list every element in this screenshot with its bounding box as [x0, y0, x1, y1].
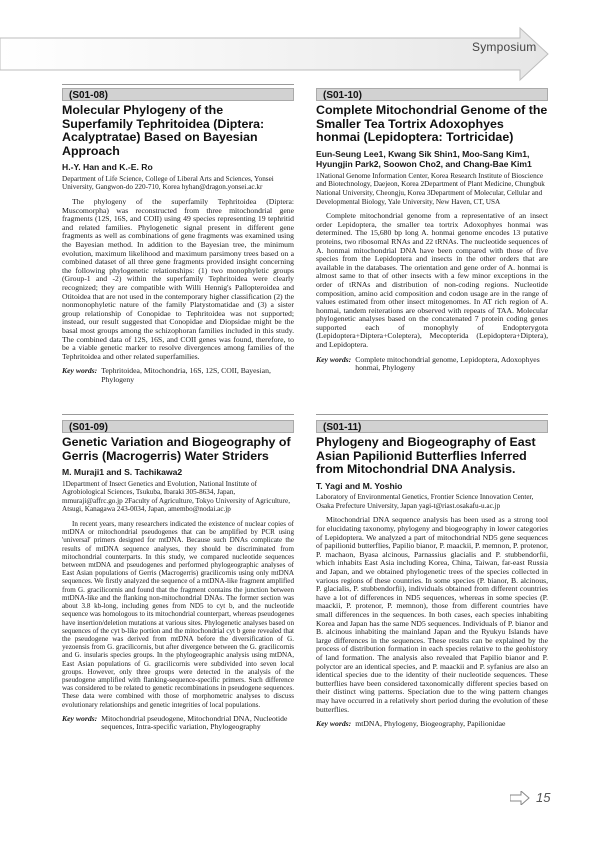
article-abstract: Mitochondrial DNA sequence analysis has been used as a strong tool for elucidating taxonomy, phylogeny and biogeography in lower categories of Lepidoptera. We analyzed a part of mitochondrial ND5 gene sequences of papilionid butterflies, Papilio bianor, P. maackii, P. memnon, P. protenor, P. machaon, Byasa alcinous, Parnassius glacialis and P. stubbendorfii, which inhabits East Asia including Korea, China, Taiwan, far-east Russia and Japan, and we obtained phylogenetic trees of the species collected in various regions of these countries. In some species (P. bianor, B. alcinous, P. glacialis, P. stubbendorfii), individuals obtained from different countries have a lot of differences in ND5 sequences, whereas in some species (P. maackii, P. protenor, P. memnon), those from different countries have small differences in the sequences. In both cases, each species inhabiting Korea and Japan has the same ND5 sequences. Individuals of P. bianor and B. alcinous inhabiting the mainland Japan and the Ryukyu Islands have large differences in the sequences. These results can be explained by the process of distribution formation in each species relative to the geohistory of land formation. The analysis also revealed that Papilio bianor and P. polyctor are an identical species, and P. maackii and P. syfanius are also an identical species due to the identity of their nucleotide sequences. These butterflies have been considered taxonomically different species based on their distinct wing patterns. Speciation due to the wing pattern changes may have occurred in a relatively short period during the evolution of these butterflies.: [316, 515, 548, 714]
article-abstract: Complete mitochondrial genome from a representative of an insect order Lepidoptera, the smaller tea tortrix Adoxophyes honmai was determined. The 15,680 bp long A. honmai genome encodes 13 putative proteins, two ribosomal RNAs and 22 tRNAs. The nucleotide sequences of A. honmai mitochondrial DNA have been compared with those of five species from the Lepidoptera and insects in the other orders that are available in the databases. The orientation and gene order of A. honmai is almost same to that of other insects with a few minor exceptions in the order of tRNAs and distribution of non-coding regions. Nucleotide composition, amino acid composition and codon usage are in the range of values estimated from other insect mitogenomes. In AT rich region of A. honmai, tandem reiterations are observed with repeats of TAA. Molecular phylogenetic analyses based on the concatenated 7 protein coding genes supported each of monophyly of Endopterygota (Lepidoptera+Diptera+Coleptera), Mecopterida (Lepidoptera+Diptera), and Lepidoptera.: [316, 211, 548, 350]
page-number-text: 15: [536, 790, 551, 805]
article-keywords: [62, 367, 294, 384]
article-authors: Eun-Seung Lee1, Kwang Sik Shin1, Moo-Sang Kim1, Hyungjin Park2, Soowon Cho2, and Chang-Bae Kim1: [316, 148, 532, 170]
article-affiliation: 1Department of Insect Genetics and Evolution, National Institute of Agrobiological Sciences, Tsukuba, Ibaraki 305-8634, Japan, mmuraji@affrc.go.jp 2Faculty of Agriculture, Tokyo University of Agriculture, Atsugi, Kanagawa 243-0034, Japan, amembo@nodai.ac.jp: [62, 479, 291, 514]
article-keywords: [316, 720, 548, 729]
article-id: (S01-08): [62, 88, 294, 101]
keywords-label: Key words:: [316, 354, 352, 364]
article-s01-09: [62, 420, 294, 732]
page-arrow-icon: [510, 791, 530, 805]
article-id: (S01-10): [316, 88, 548, 101]
keywords-text: Tephritoidea, Mitochondria, 16S, 12S, COII, Bayesian, Phylogeny: [101, 366, 271, 384]
keywords-text: mtDNA, Phylogeny, Biogeography, Papilionidae: [355, 719, 506, 729]
article-affiliation: 1National Genome Information Center, Korea Research Institute of Bioscience and Biotechnology, Daejeon, Korea 2Department of Plant Medicine, Chungbuk National University, Cheongju, Korea 3Department of Molecular, Cellular and Developmental Biology, Yale University, New Haven, CT, USA: [316, 171, 545, 206]
article-authors: T. Yagi and M. Yoshio: [316, 480, 403, 491]
mid-left-rule: [62, 414, 294, 415]
article-affiliation: Laboratory of Environmental Genetics, Frontier Science Innovation Center, Osaka Prefecture University, Japan yagi-t@riast.osakafu-u.ac.jp: [316, 493, 534, 510]
banner-arrow-icon: [0, 24, 600, 84]
article-s01-10: [316, 88, 548, 373]
keywords-text: Complete mitochondrial genome, Lepidoptera, Adoxophyes honmai, Phylogeny: [355, 354, 540, 373]
article-id: (S01-09): [62, 420, 294, 433]
article-authors: H.-Y. Han and K.-E. Ro: [62, 162, 153, 173]
article-title: Complete Mitochondrial Genome of the Smaller Tea Tortrix Adoxophyes honmai (Lepidoptera: Tortricidae): [316, 103, 548, 145]
article-title: Molecular Phylogeny of the Superfamily Tephritoidea (Diptera: Acalyptratae) Based on Bayesian Approach: [62, 103, 265, 158]
article-s01-08: [62, 88, 294, 385]
article-s01-11: [316, 420, 548, 729]
keywords-label: Key words:: [62, 366, 98, 376]
article-abstract: In recent years, many researchers indicated the existence of nuclear copies of mtDNA or mitochondrial pseudogenes that can be amplified by PCR using 'universal' primers designed for mtDNA. Because such DNAs complicate the results of mtDNA sequence analyses, they should be discriminated from mitochondrial counterparts. In this study, we compared nucleotide sequences between mtDNA and pseudogenes and performed phylogeographic analyses of East Asian populations of Gerris (Macrogerris) gracilicornis using only mtDNA sequences. We firstly analyzed the sequence of a mtDNA-like fragment amplified from G. gracilicornis and found that the fragment contains the junction between mtDNA-like and the flanking non-mitochondrial DNAs. The former section was about 3.8 kb-long, including genes from ND5 to cyt b, and the nucleotide sequence was homologous to its mitochondrial counterpart, whereas pseudogenes have insertion/deletion mutations at various sites. Phylogenetic analyses based on sequences of the cyt b-like portion and the mitochondrial cyt b gene revealed that the pseudogene was derived from mtDNA before the diversification of G. yezoensis from G. gracilicornis, but after divergence between the G. gracilicornis and G. insularis species groups. In the phylogeographic analysis using mtDNA, East Asian populations of G. gracilicornis were subdivided into seven local groups. However, only three groups were detected in the analysis of the pseudogene amplified with flanking-sequence-specific primers. Such difference was considered to be related to genetic recombinations in pseudogene sequences. These data were combined with those of morphometric analyses to discuss evolutionary relationships and genetic integrities of local populations.: [62, 520, 294, 709]
article-keywords: [316, 356, 548, 373]
article-authors: M. Muraji1 and S. Tachikawa2: [62, 467, 183, 478]
keywords-text: Mitochondrial pseudogene, Mitochondrial DNA, Nucleotide sequences, Intra-specific variation, Phylogeography: [101, 713, 288, 732]
article-abstract: The phylogeny of the superfamily Tephritoidea (Diptera: Muscomorpha) was reconstructed from three mitochondrial gene fragments (12S, 16S, and COII) using 49 species representing 19 tephritid and related families. Phylogenetic signal present in different gene fragments as well as combinations of gene fragments was examined using the Bayesian method. In addition to the Bayesian tree, the minimum evolution, maximum likelihood and maximum parsimony trees based on a combined dataset of all three gene fragments provided insight concerning the following phylogenetic relationships: (1) two monophyletic groups (Group-1 and -2) within the superfamily Tephritoidea were clearly recognized; they are compatible with Willi Hennig's Pallopteroidea and Otitoidea that are not used in the contemporary higher classification (2) the nonmonophyletic nature of the family Platystomatidae and (3) a sister group relationship of Conopidae to Tephritoidea was not supported; instead, our result suggested that Conopidae and Diopsidae might be the basal most groups among the schizophoran families included in this study. The combined data of 12S, 16S, and COII genes was found, therefore, to be a viable genetic marker to resolve divergences among families of the Tephritoidea and other related superfamilies.: [62, 197, 294, 361]
article-title: Genetic Variation and Biogeography of Gerris (Macrogerris) Water Striders: [62, 435, 291, 463]
article-id: (S01-11): [316, 420, 548, 433]
article-title: Phylogeny and Biogeography of East Asian Papilionid Butterflies Inferred from Mitochondrial DNA Analysis.: [316, 435, 536, 477]
section-label: Symposium: [472, 40, 537, 54]
top-left-rule: [62, 84, 294, 85]
keywords-label: Key words:: [62, 713, 98, 723]
article-affiliation: Department of Life Science, College of Liberal Arts and Sciences, Yonsei University, Gangwon-do 220-710, Korea hyhan@dragon.yonsei.ac.kr: [62, 174, 274, 192]
mid-right-rule: [316, 414, 548, 415]
keywords-label: Key words:: [316, 719, 352, 729]
page-number: [510, 790, 550, 805]
article-keywords: [62, 715, 294, 732]
